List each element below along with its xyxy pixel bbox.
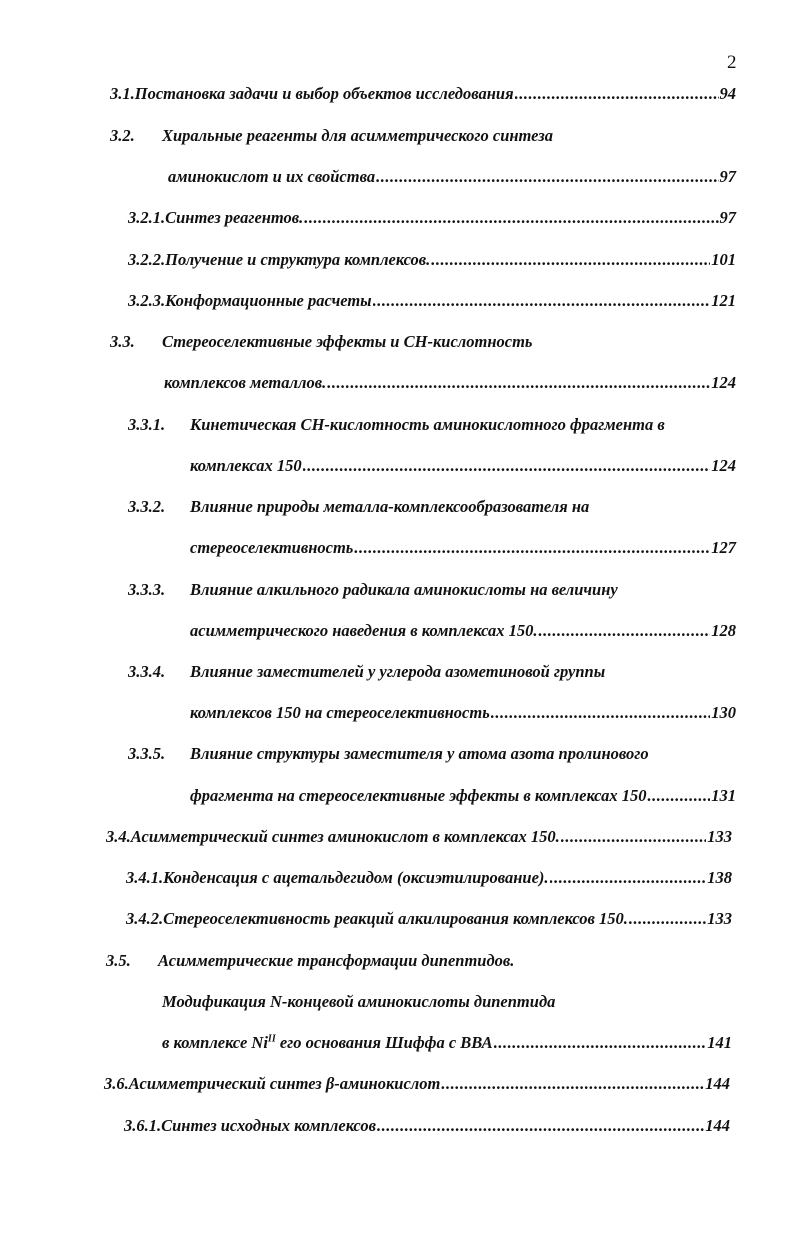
toc-page: 97: [719, 167, 736, 186]
toc-entry-3-2-cont: [168, 167, 736, 189]
toc-leader-dots: [327, 373, 710, 393]
toc-title: комплексов 150 на стереоселективность: [190, 703, 490, 722]
toc-page: 141: [707, 1033, 732, 1052]
toc-entry-3-6: [104, 1074, 730, 1096]
toc-number: 3.3.5.: [128, 744, 166, 763]
toc-entry-3-3-1: [128, 415, 665, 437]
toc-leader-dots: [515, 84, 719, 104]
toc-number: 3.3.2.: [128, 497, 166, 516]
toc-leader-dots: [441, 1074, 704, 1094]
toc-entry-3-3-2-cont: [190, 538, 736, 560]
toc-title: асимметрического наведения в комплексах 150.: [190, 621, 538, 640]
toc-leader-dots: [303, 456, 711, 476]
toc-entry-3-6-1: [124, 1116, 730, 1138]
toc-entry-3-4: [106, 827, 732, 849]
toc-title: фрагмента на стереоселективные эффекты в комплексах 150: [190, 786, 647, 805]
toc-number: 3.3.1.: [128, 415, 166, 434]
toc-page: 138: [707, 868, 732, 887]
toc-leader-dots: [538, 621, 710, 641]
toc-page: 144: [705, 1074, 730, 1093]
toc-number: 3.2.: [110, 126, 135, 145]
toc-number: 3.2.3.: [128, 291, 166, 310]
toc-title: Кинетическая СН-кислотность аминокислотного фрагмента в: [190, 415, 665, 434]
toc-title: Стереоселективные эффекты и СН-кислотность: [162, 332, 533, 351]
toc-title: аминокислот и их свойства: [168, 167, 376, 186]
toc-number: 3.6.: [104, 1074, 129, 1093]
toc-leader-dots: [377, 1116, 704, 1136]
toc-number: 3.4.: [106, 827, 131, 846]
toc-page: 121: [711, 291, 736, 310]
toc-title: Хиральные реагенты для асимметрического синтеза: [162, 126, 553, 145]
toc-number: 3.5.: [106, 951, 131, 970]
toc-page: 124: [711, 373, 736, 392]
toc-title: Синтез реагентов.: [165, 208, 304, 227]
toc-leader-dots: [304, 208, 718, 228]
toc-title: Конденсация с ацетальдегидом (оксиэтилирование).: [163, 868, 549, 887]
toc-entry-3-2-3: [128, 291, 736, 313]
page-number: 2: [727, 52, 737, 73]
toc-page: 94: [719, 84, 736, 103]
toc-entry-3-4-1: [126, 868, 732, 890]
toc-number: 3.3.: [110, 332, 135, 351]
toc-page: 144: [705, 1116, 730, 1135]
toc-number: 3.3.4.: [128, 662, 166, 681]
toc-title: в комплексе $Ni^{II}$ его основания Шиффа с ВВА: [162, 1033, 493, 1052]
toc-entry-3-3-4: [128, 662, 605, 684]
toc-entry-3-4-2: [126, 909, 732, 931]
toc-leader-dots: [373, 291, 711, 311]
toc-number: 3.1.: [110, 84, 135, 103]
toc-leader-dots: [431, 250, 710, 270]
toc-title: Стереоселективность реакций алкилирования комплексов 150.: [163, 909, 628, 928]
toc-title: комплексов металлов.: [164, 373, 327, 392]
toc-leader-dots: [376, 167, 718, 187]
toc-page: 133: [707, 827, 732, 846]
toc-page: 101: [711, 250, 736, 269]
toc-title: Получение и структура комплексов.: [165, 250, 431, 269]
toc-page: 127: [711, 538, 736, 557]
toc-entry-3-3-4-cont: [190, 703, 736, 725]
toc-number: 3.4.2.: [126, 909, 164, 928]
toc-leader-dots: [647, 786, 710, 806]
toc-page: 124: [711, 456, 736, 475]
toc-leader-dots: [550, 868, 707, 888]
toc-entry-3-2: [110, 126, 553, 148]
toc-entry-3-5-cont-2: [162, 1033, 732, 1055]
toc-entry-3-1: [110, 84, 736, 106]
toc-page: 97: [719, 208, 736, 227]
toc-entry-3-3-2: [128, 497, 589, 519]
toc-entry-3-3-5-cont: [190, 786, 736, 808]
toc-leader-dots: [491, 703, 711, 723]
toc-title: Влияние структуры заместителя у атома азота пролинового: [190, 744, 649, 763]
toc-page: 133: [707, 909, 732, 928]
toc-entry-3-5-cont-1: [162, 992, 555, 1014]
toc-number: 3.2.1.: [128, 208, 166, 227]
toc-leader-dots: [354, 538, 710, 558]
toc-number: 3.2.2.: [128, 250, 166, 269]
toc-entry-3-3-3-cont: [190, 621, 736, 643]
toc-entry-3-3: [110, 332, 532, 354]
toc-title: Влияние заместителей у углерода азометиновой группы: [190, 662, 606, 681]
toc-leader-dots: [561, 827, 706, 847]
toc-title: Модификация N-концевой аминокислоты дипептида: [162, 992, 556, 1011]
toc-title: Асимметрические трансформации дипептидов.: [158, 951, 515, 970]
toc-entry-3-3-5: [128, 744, 649, 766]
toc-title: Влияние алкильного радикала аминокислоты на величину: [190, 580, 618, 599]
toc-page: 131: [711, 786, 736, 805]
toc-title: Влияние природы металла-комплексообразователя на: [190, 497, 590, 516]
toc-page: 130: [711, 703, 736, 722]
toc-title: стереоселективность: [190, 538, 354, 557]
toc-page: 128: [711, 621, 736, 640]
toc-entry-3-3-cont: [164, 373, 736, 395]
toc-title: Синтез исходных комплексов: [161, 1116, 376, 1135]
toc-leader-dots: [629, 909, 706, 929]
toc-entry-3-3-1-cont: [190, 456, 736, 478]
toc-number: 3.6.1.: [124, 1116, 162, 1135]
toc-leader-dots: [494, 1033, 707, 1053]
toc-title: Асимметрический синтез аминокислот в комплексах 150.: [130, 827, 560, 846]
toc-number: 3.3.3.: [128, 580, 166, 599]
toc-entry-3-5: [106, 951, 514, 973]
toc-title: Конформационные расчеты: [165, 291, 372, 310]
toc-entry-3-2-1: [128, 208, 736, 230]
toc-number: 3.4.1.: [126, 868, 164, 887]
toc-title: комплексах 150: [190, 456, 302, 475]
toc-title: Асимметрический синтез β-аминокислот: [128, 1074, 441, 1093]
toc-entry-3-3-3: [128, 580, 618, 602]
toc-entry-3-2-2: [128, 250, 736, 272]
toc-title: Постановка задачи и выбор объектов исследования: [134, 84, 514, 103]
